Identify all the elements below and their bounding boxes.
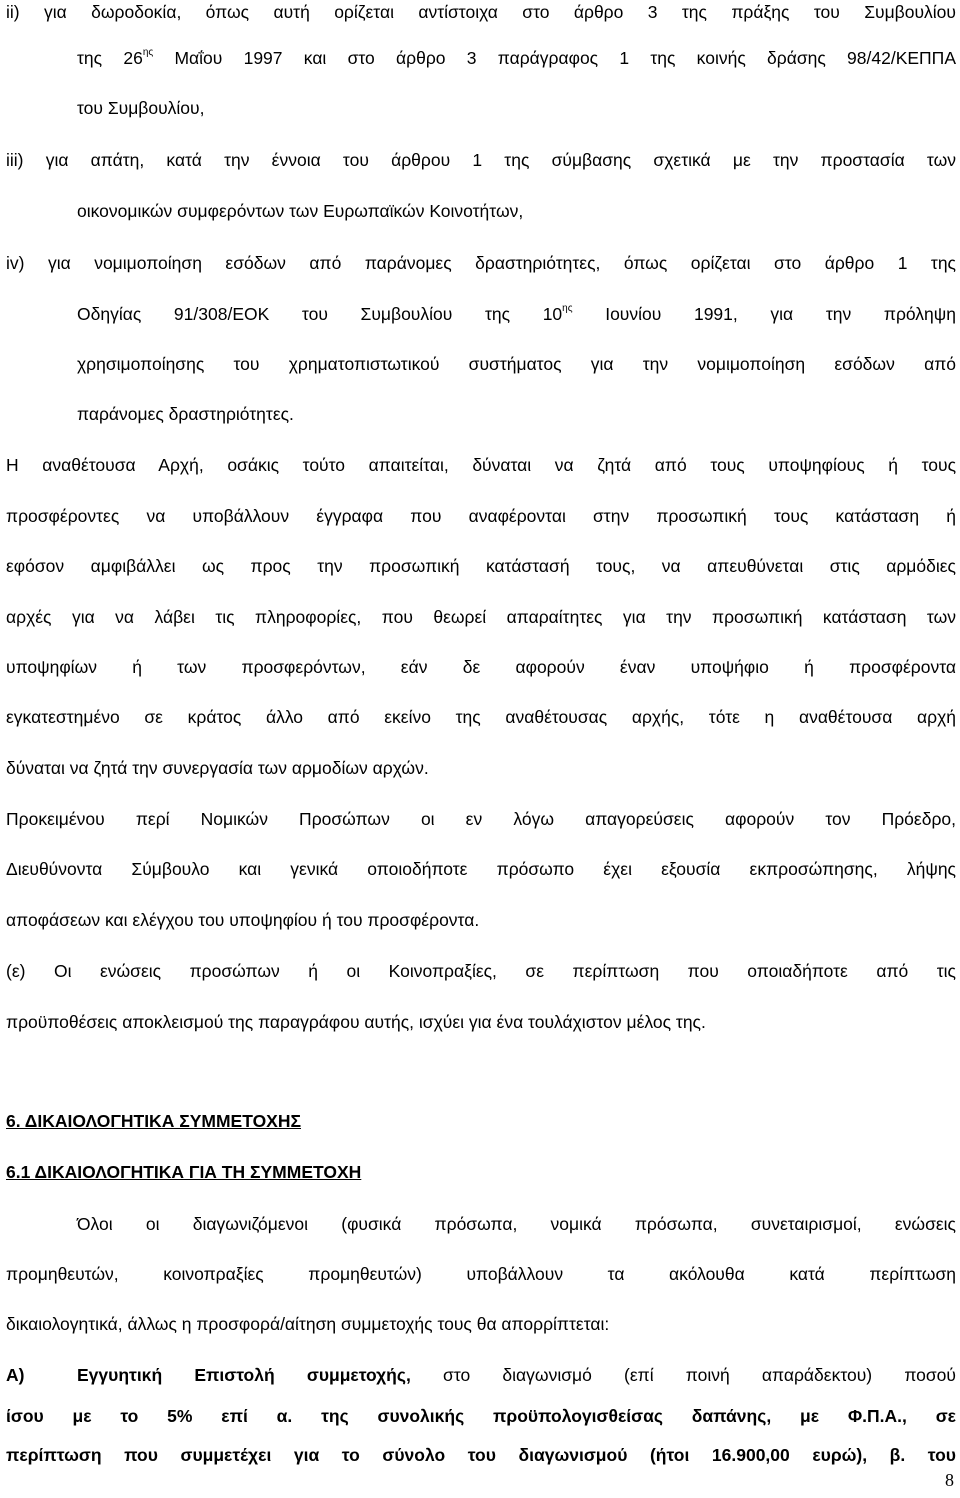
- item-a-line2: ίσου με το 5% επί α. της συνολικής προϋπολογισθείσας δαπάνης, με Φ.Π.Α., σε: [6, 1406, 956, 1426]
- paragraph-line: δικαιολογητικά, άλλως η προσφορά/αίτηση συμμετοχής τους θα απορρίπτεται:: [6, 1314, 610, 1334]
- list-item-ii-line1: ii) για δωροδοκία, όπως αυτή ορίζεται αντίστοιχα στο άρθρο 3 της πράξης του Συμβουλίου: [6, 2, 956, 22]
- paragraph-line: Προκειμένου περί Νομικών Προσώπων οι εν λόγω απαγορεύσεις αφορούν τον Πρόεδρο,: [6, 809, 956, 829]
- text-span: Οδηγίας 91/308/ΕΟΚ του Συμβουλίου της 10: [77, 304, 563, 324]
- text-span: Ιουνίου 1991, για την πρόληψη: [572, 304, 956, 324]
- list-item-iv-line1: iv) για νομιμοποίηση εσόδων από παράνομες δραστηριότητες, όπως ορίζεται στο άρθρο 1 της: [6, 253, 956, 273]
- paragraph-line: εφόσον αμφιβάλλει ως προς την προσωπική κατάστασή τους, να απευθύνεται στις αρμόδιες: [6, 556, 956, 576]
- paragraph-line: προσφέροντες να υποβάλλουν έγγραφα που αναφέρονται στην προσωπική τους κατάσταση ή: [6, 506, 956, 526]
- paragraph-line: εγκατεστημένο σε κράτος άλλο από εκείνο της αναθέτουσας αρχής, τότε η αναθέτουσα αρχή: [6, 707, 956, 727]
- paragraph-line: Όλοι οι διαγωνιζόμενοι (φυσικά πρόσωπα, νομικά πρόσωπα, συνεταιρισμοί, ενώσεις: [77, 1214, 956, 1234]
- subsection-heading: 6.1 ΔΙΚΑΙΟΛΟΓΗΤΙΚΑ ΓΙΑ ΤΗ ΣΥΜΜΕΤΟΧΗ: [6, 1162, 362, 1182]
- paragraph-line: αρχές για να λάβει τις πληροφορίες, που θεωρεί απαραίτητες για την προσωπική κατάσταση των: [6, 607, 956, 627]
- paragraph-line: υποψηφίων ή των προσφερόντων, εάν δε αφορούν έναν υποψήφιο ή προσφέροντα: [6, 657, 956, 677]
- paragraph-line: (ε) Οι ενώσεις προσώπων ή οι Κοινοπραξίες, σε περίπτωση που οποιαδήποτε από τις: [6, 961, 956, 981]
- section-heading: 6. ΔΙΚΑΙΟΛΟΓΗΤΙΚΑ ΣΥΜΜΕΤΟΧΗΣ: [6, 1111, 301, 1131]
- superscript: ης: [562, 303, 573, 314]
- list-item-iii-line2: οικονομικών συμφερόντων των Ευρωπαϊκών Κοινοτήτων,: [77, 201, 524, 221]
- list-item-iv-line3: χρησιμοποίησης του χρηματοπιστωτικού συστήματος για την νομιμοποίηση εσόδων από: [77, 354, 956, 374]
- paragraph-line: προμηθευτών, κοινοπραξίες προμηθευτών) υποβάλλουν τα ακόλουθα κατά περίπτωση: [6, 1264, 956, 1284]
- list-item-ii-line3: του Συμβουλίου,: [77, 98, 205, 118]
- paragraph-line: Η αναθέτουσα Αρχή, οσάκις τούτο απαιτείται, δύναται να ζητά από τους υποψηφίους ή τους: [6, 455, 956, 475]
- page-number: 8: [945, 1470, 954, 1490]
- bold-text: Εγγυητική Επιστολή συμμετοχής,: [77, 1365, 411, 1385]
- list-item-iv-line2: [77, 303, 956, 325]
- list-item-iv-line4: παράνομες δραστηριότητες.: [77, 404, 294, 424]
- list-item-iii-line1: iii) για απάτη, κατά την έννοια του άρθρου 1 της σύμβασης σχετικά με την προστασία των: [6, 150, 956, 170]
- item-a-line1: [77, 1364, 956, 1386]
- paragraph-line: Διευθύνοντα Σύμβουλο και γενικά οποιοδήποτε πρόσωπο έχει εξουσία εκπροσώπησης, λήψης: [6, 859, 956, 879]
- item-label: Α): [6, 1365, 25, 1385]
- paragraph-line: αποφάσεων και ελέγχου του υποψηφίου ή του προσφέροντα.: [6, 910, 480, 930]
- list-item-ii-line2: [77, 47, 956, 69]
- text-span: στο διαγωνισμό (επί ποινή απαράδεκτου) ποσού: [410, 1365, 956, 1385]
- superscript: ης: [142, 47, 154, 58]
- text-span: Μαΐου 1997 και στο άρθρο 3 παράγραφος 1 της κοινής δράσης 98/42/ΚΕΠΠΑ: [153, 48, 956, 68]
- item-a-line3: περίπτωση που συμμετέχει για το σύνολο του διαγωνισμού (ήτοι 16.900,00 ευρώ), β. του: [6, 1445, 956, 1465]
- paragraph-line: προϋποθέσεις αποκλεισμού της παραγράφου αυτής, ισχύει για ένα τουλάχιστον μέλος της.: [6, 1012, 706, 1032]
- text-span: της 26: [77, 48, 143, 68]
- paragraph-line: δύναται να ζητά την συνεργασία των αρμοδίων αρχών.: [6, 758, 429, 778]
